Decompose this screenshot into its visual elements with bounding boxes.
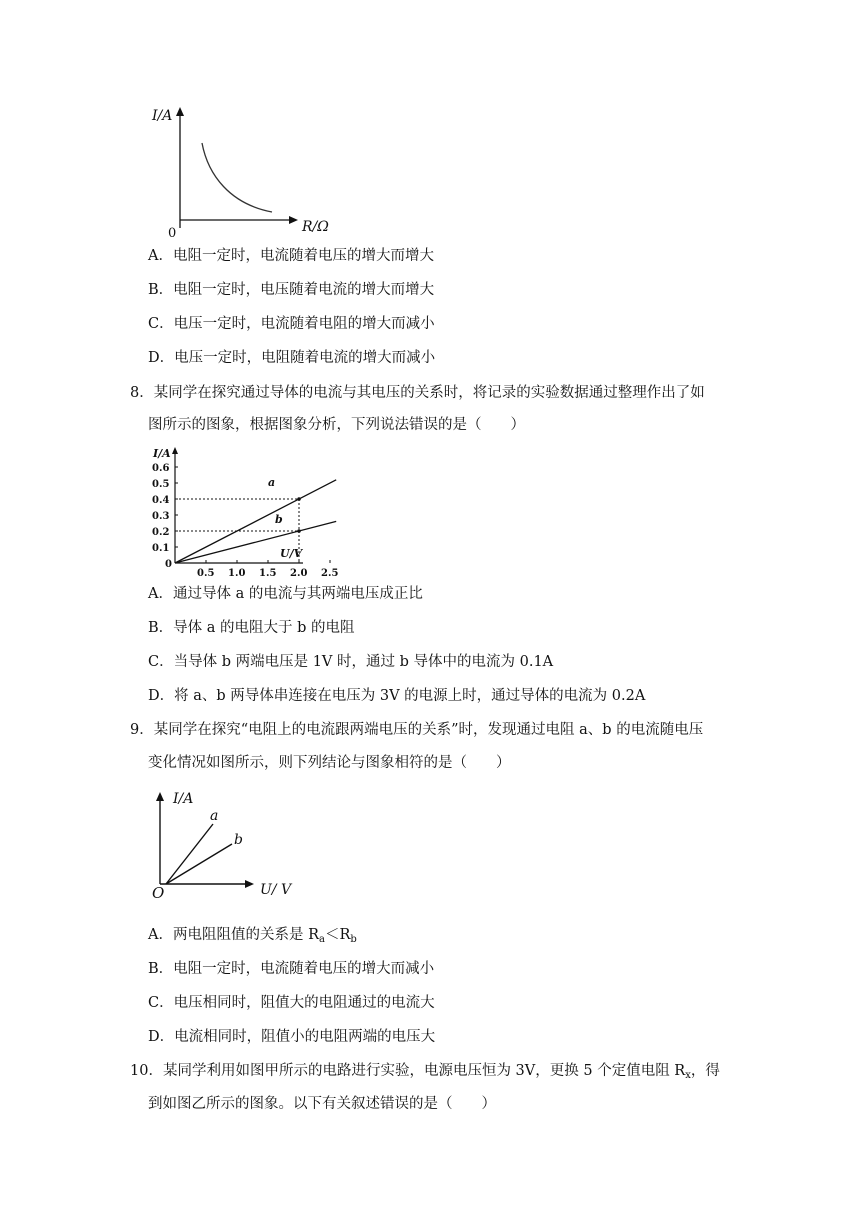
- y-tick-label: 0.2: [152, 527, 170, 538]
- x-tick-label: 1.5: [259, 568, 277, 579]
- y-tick-label: 0.4: [152, 495, 170, 506]
- x-tick-label: 2.5: [321, 568, 339, 579]
- q8-stem-line2: 图所示的图象，根据图象分析，下列说法错误的是（ ）: [148, 417, 525, 433]
- q8-option-d[interactable]: D．将 a、b 两导体串连接在电压为 3V 的电源上时，通过导体的电流为 0.2A: [148, 688, 646, 704]
- origin-label: 0: [168, 226, 177, 241]
- q7-option-b[interactable]: B．电阻一定时，电压随着电流的增大而增大: [148, 282, 435, 298]
- x-tick-label: 1.0: [228, 568, 246, 579]
- subscript-x: x: [685, 1070, 691, 1081]
- y-axis-label: I/A: [153, 447, 171, 460]
- q10-stem-line1: [130, 1061, 720, 1086]
- data-point-b: [297, 529, 301, 533]
- y-tick-label: 0.5: [152, 479, 170, 490]
- q8-stem-line1: 8．某同学在探究通过导体的电流与其电压的关系时，将记录的实验数据通过整理作出了如: [130, 385, 705, 401]
- figure-current-resistance: [145, 100, 329, 241]
- x-axis-label: U/ V: [260, 882, 292, 898]
- q10-stem-text: 10．某同学利用如图甲所示的电路进行实验，电源电压恒为 3V，更换 5 个定值电阻 R: [130, 1063, 686, 1079]
- origin-label: 0: [165, 559, 172, 570]
- x-axis-label: R/Ω: [302, 219, 329, 235]
- q9-option-c[interactable]: C．电压相同时，阻值大的电阻通过的电流大: [148, 995, 435, 1011]
- x-axis-arrow: [245, 880, 254, 888]
- line-b-label: b: [275, 513, 283, 526]
- q9-option-d[interactable]: D．电流相同时，阻值小的电阻两端的电压大: [148, 1029, 436, 1045]
- y-axis-label: I/A: [173, 791, 194, 807]
- q7-option-a[interactable]: A．电阻一定时，电流随着电压的增大而增大: [148, 248, 434, 264]
- q8-option-b[interactable]: B．导体 a 的电阻大于 b 的电阻: [148, 620, 355, 636]
- figure-iu-chart-q9: [150, 786, 310, 901]
- q9-option-a-mid: ＜R: [324, 927, 351, 943]
- series-line-b: [175, 521, 336, 563]
- line-b: [166, 844, 232, 884]
- line-b-label: b: [234, 832, 243, 848]
- y-tick-label: 0.3: [152, 511, 170, 522]
- data-point-a: [297, 497, 301, 501]
- q7-option-c[interactable]: C．电压一定时，电流随着电阻的增大而减小: [148, 316, 435, 332]
- y-axis-arrow: [176, 107, 184, 116]
- subscript-b: b: [350, 934, 357, 945]
- q9-option-b[interactable]: B．电阻一定时，电流随着电压的增大而减小: [148, 961, 435, 977]
- x-axis-label: U/V: [280, 547, 303, 560]
- q9-stem-line2: 变化情况如图所示，则下列结论与图象相符的是（ ）: [148, 755, 511, 771]
- y-axis-arrow: [172, 447, 178, 454]
- series-line-a: [175, 480, 336, 563]
- q8-option-a[interactable]: A．通过导体 a 的电流与其两端电压成正比: [148, 586, 423, 602]
- q10-stem-line2: 到如图乙所示的图象。以下有关叙述错误的是（ ）: [148, 1096, 496, 1112]
- y-axis-arrow: [156, 792, 164, 801]
- subscript-a: a: [319, 934, 325, 945]
- q9-option-a-text: A．两电阻阻值的关系是 R: [148, 927, 319, 943]
- q7-option-d[interactable]: D．电压一定时，电阻随着电流的增大而减小: [148, 350, 436, 366]
- q10-stem-suffix: ，得: [690, 1063, 720, 1079]
- y-axis-label: I/A: [152, 108, 173, 124]
- x-tick-label: 0.5: [197, 568, 215, 579]
- y-tick-label: 0.1: [152, 543, 170, 554]
- q8-option-c[interactable]: C．当导体 b 两端电压是 1V 时，通过 b 导体中的电流为 0.1A: [148, 654, 554, 670]
- line-a: [166, 824, 213, 884]
- q9-stem-line1: 9．某同学在探究“电阻上的电流跟两端电压的关系”时，发现通过电阻 a、b 的电流随电压: [130, 722, 704, 738]
- x-tick-label: 2.0: [290, 568, 308, 579]
- inverse-curve: [202, 143, 272, 212]
- line-a-label: a: [210, 808, 219, 824]
- x-axis-arrow: [289, 216, 298, 224]
- figure-iu-chart-q8: [148, 445, 339, 580]
- origin-label: O: [152, 884, 165, 902]
- q9-option-a[interactable]: [148, 925, 357, 950]
- y-tick-label: 0.6: [152, 463, 170, 474]
- line-a-label: a: [268, 476, 276, 489]
